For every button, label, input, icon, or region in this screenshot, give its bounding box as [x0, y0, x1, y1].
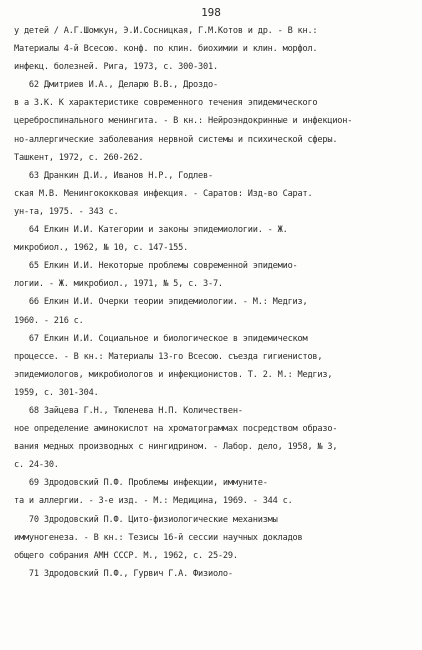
text-line: в а З.К. К характеристике современного течения эпидемического: [14, 98, 318, 109]
text-line: ская М.В. Менингококковая инфекция. - Саратов: Изд-во Сарат.: [14, 188, 313, 199]
text-line: ун-та, 1975. - 343 с.: [14, 206, 119, 217]
text-line: инфекц. болезней. Рига, 1973, с. 300-301.: [14, 62, 218, 73]
text-line: с. 24-30.: [14, 460, 59, 471]
text-line: 70 Здродовский П.Ф. Цито-физиологические механизмы: [14, 514, 278, 525]
text-line: микробиол., 1962, № 10, с. 147-155.: [14, 243, 189, 254]
text-line: 62 Дмитриев И.А., Деларю В.В., Дроздо-: [14, 80, 218, 91]
text-line: 69 Здродовский П.Ф. Проблемы инфекции, иммуните-: [14, 478, 268, 489]
text-line: 67 Елкин И.И. Социальное и биологическое в эпидемическом: [14, 333, 308, 344]
text-line: эпидемиологов, микробиологов и инфекционистов. Т. 2. М.: Медгиз,: [14, 369, 333, 380]
text-line: 66 Елкин И.И. Очерки теории эпидемиологии. - М.: Медгиз,: [14, 297, 308, 308]
text-line: общего собрания АМН СССР. М., 1962, с. 25-29.: [14, 550, 238, 561]
bibliography-text: [14, 22, 414, 583]
text-line: 1959, с. 301-304.: [14, 387, 99, 398]
text-line: Материалы 4-й Всесою. конф. по клин. биохимии и клин. морфол.: [14, 44, 318, 55]
text-line: но-аллергические заболевания нервной системы и психической сферы.: [14, 134, 338, 145]
text-line: у детей / А.Г.Шомкун, Э.И.Сосницкая, Г.М.Котов и др. - В кн.:: [14, 26, 318, 36]
page-number: 198: [201, 6, 221, 19]
text-line: 63 Дранкин Д.И., Иванов Н.Р., Годлев-: [14, 170, 213, 181]
text-line: 68 Зайцева Г.Н., Тюленева Н.П. Количествен-: [14, 405, 243, 416]
text-line: Ташкент, 1972, с. 260-262.: [14, 152, 144, 163]
text-line: иммуногенеза. - В кн.: Тезисы 16-й сессии научных докладов: [14, 532, 303, 543]
text-line: цереброспинального менингита. - В кн.: Нейроэндокринные и инфекцион-: [14, 116, 353, 127]
text-line: 65 Елкин И.И. Некоторые проблемы современной эпидемио-: [14, 261, 298, 272]
text-line: 71 Здродовский П.Ф., Гурвич Г.А. Физиоло-: [14, 568, 233, 579]
text-line: 1960. - 216 с.: [14, 315, 84, 326]
text-line: 64 Елкин И.И. Категории и законы эпидемиологии. - Ж.: [14, 225, 288, 236]
text-line: ное определение аминокислот на хроматограммах посредством образо-: [14, 424, 338, 435]
text-line: логии. - Ж. микробиол., 1971, № 5, с. 3-7.: [14, 279, 223, 290]
text-line: вания медных производных с нингидрином. - Лабор. дело, 1958, № 3,: [14, 442, 338, 453]
text-line: та и аллергии. - 3-е изд. - М.: Медицина, 1969. - 344 с.: [14, 496, 293, 507]
text-line: процессе. - В кн.: Материалы 13-го Всесою. съезда гигиенистов,: [14, 351, 323, 362]
